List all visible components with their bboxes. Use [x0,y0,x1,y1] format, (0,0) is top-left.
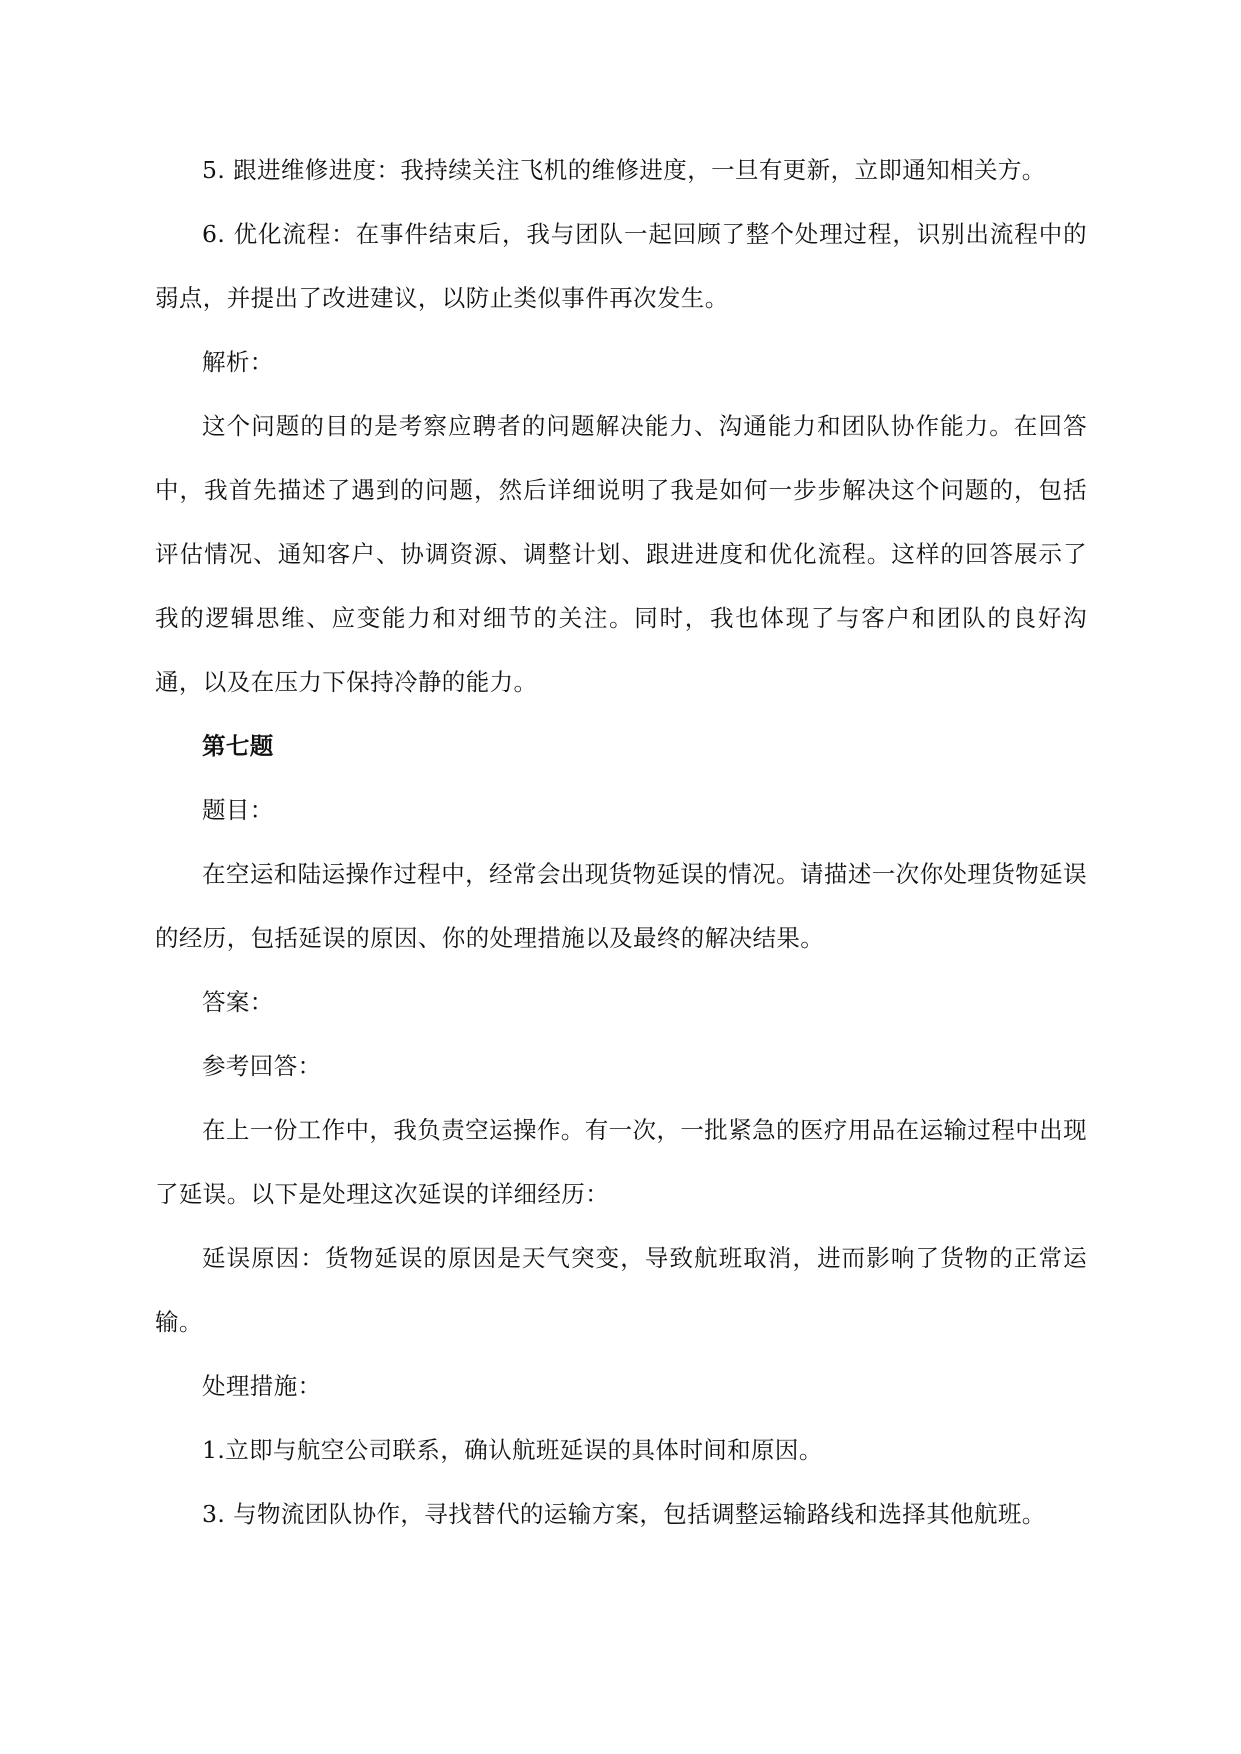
paragraph-analysis-label: 解析： [202,348,274,376]
paragraph-question-body: 在空运和陆运操作过程中，经常会出现货物延误的情况。请描述一次你处理货物延误的经历，包括延误的原因、你的处理措施以及最终的解决结果。 [155,860,1087,952]
paragraph-delay-reason: 延误原因：货物延误的原因是天气突变，导致航班取消，进而影响了货物的正常运输。 [155,1244,1087,1336]
paragraph-measures-label: 处理措施： [202,1372,322,1400]
document-body [155,138,1087,1546]
paragraph-answer-label: 答案： [202,988,274,1016]
paragraph-step-5: 5. 跟进维修进度：我持续关注飞机的维修进度，一旦有更新，立即通知相关方。 [202,156,1046,184]
paragraph-measure-1: 1.立即与航空公司联系，确认航班延误的具体时间和原因。 [202,1436,823,1464]
paragraph-reference-intro: 在上一份工作中，我负责空运操作。有一次，一批紧急的医疗用品在运输过程中出现了延误。以下是处理这次延误的详细经历： [155,1116,1087,1208]
paragraph-step-6: 6. 优化流程：在事件结束后，我与团队一起回顾了整个处理过程，识别出流程中的弱点，并提出了改进建议，以防止类似事件再次发生。 [155,220,1087,312]
section-heading: 第七题 [202,732,274,760]
paragraph-analysis-body: 这个问题的目的是考察应聘者的问题解决能力、沟通能力和团队协作能力。在回答中，我首先描述了遇到的问题，然后详细说明了我是如何一步步解决这个问题的，包括评估情况、通知客户、协调资源、调整计划、跟进进度和优化流程。这样的回答展示了我的逻辑思维、应变能力和对细节的关注。同时，我也体现了与客户和团队的良好沟通，以及在压力下保持冷静的能力。 [155,412,1087,696]
paragraph-reference-label: 参考回答： [202,1052,322,1080]
paragraph-measure-3: 3. 与物流团队协作，寻找替代的运输方案，包括调整运输路线和选择其他航班。 [202,1500,1046,1528]
paragraph-question-label: 题目： [202,796,274,824]
